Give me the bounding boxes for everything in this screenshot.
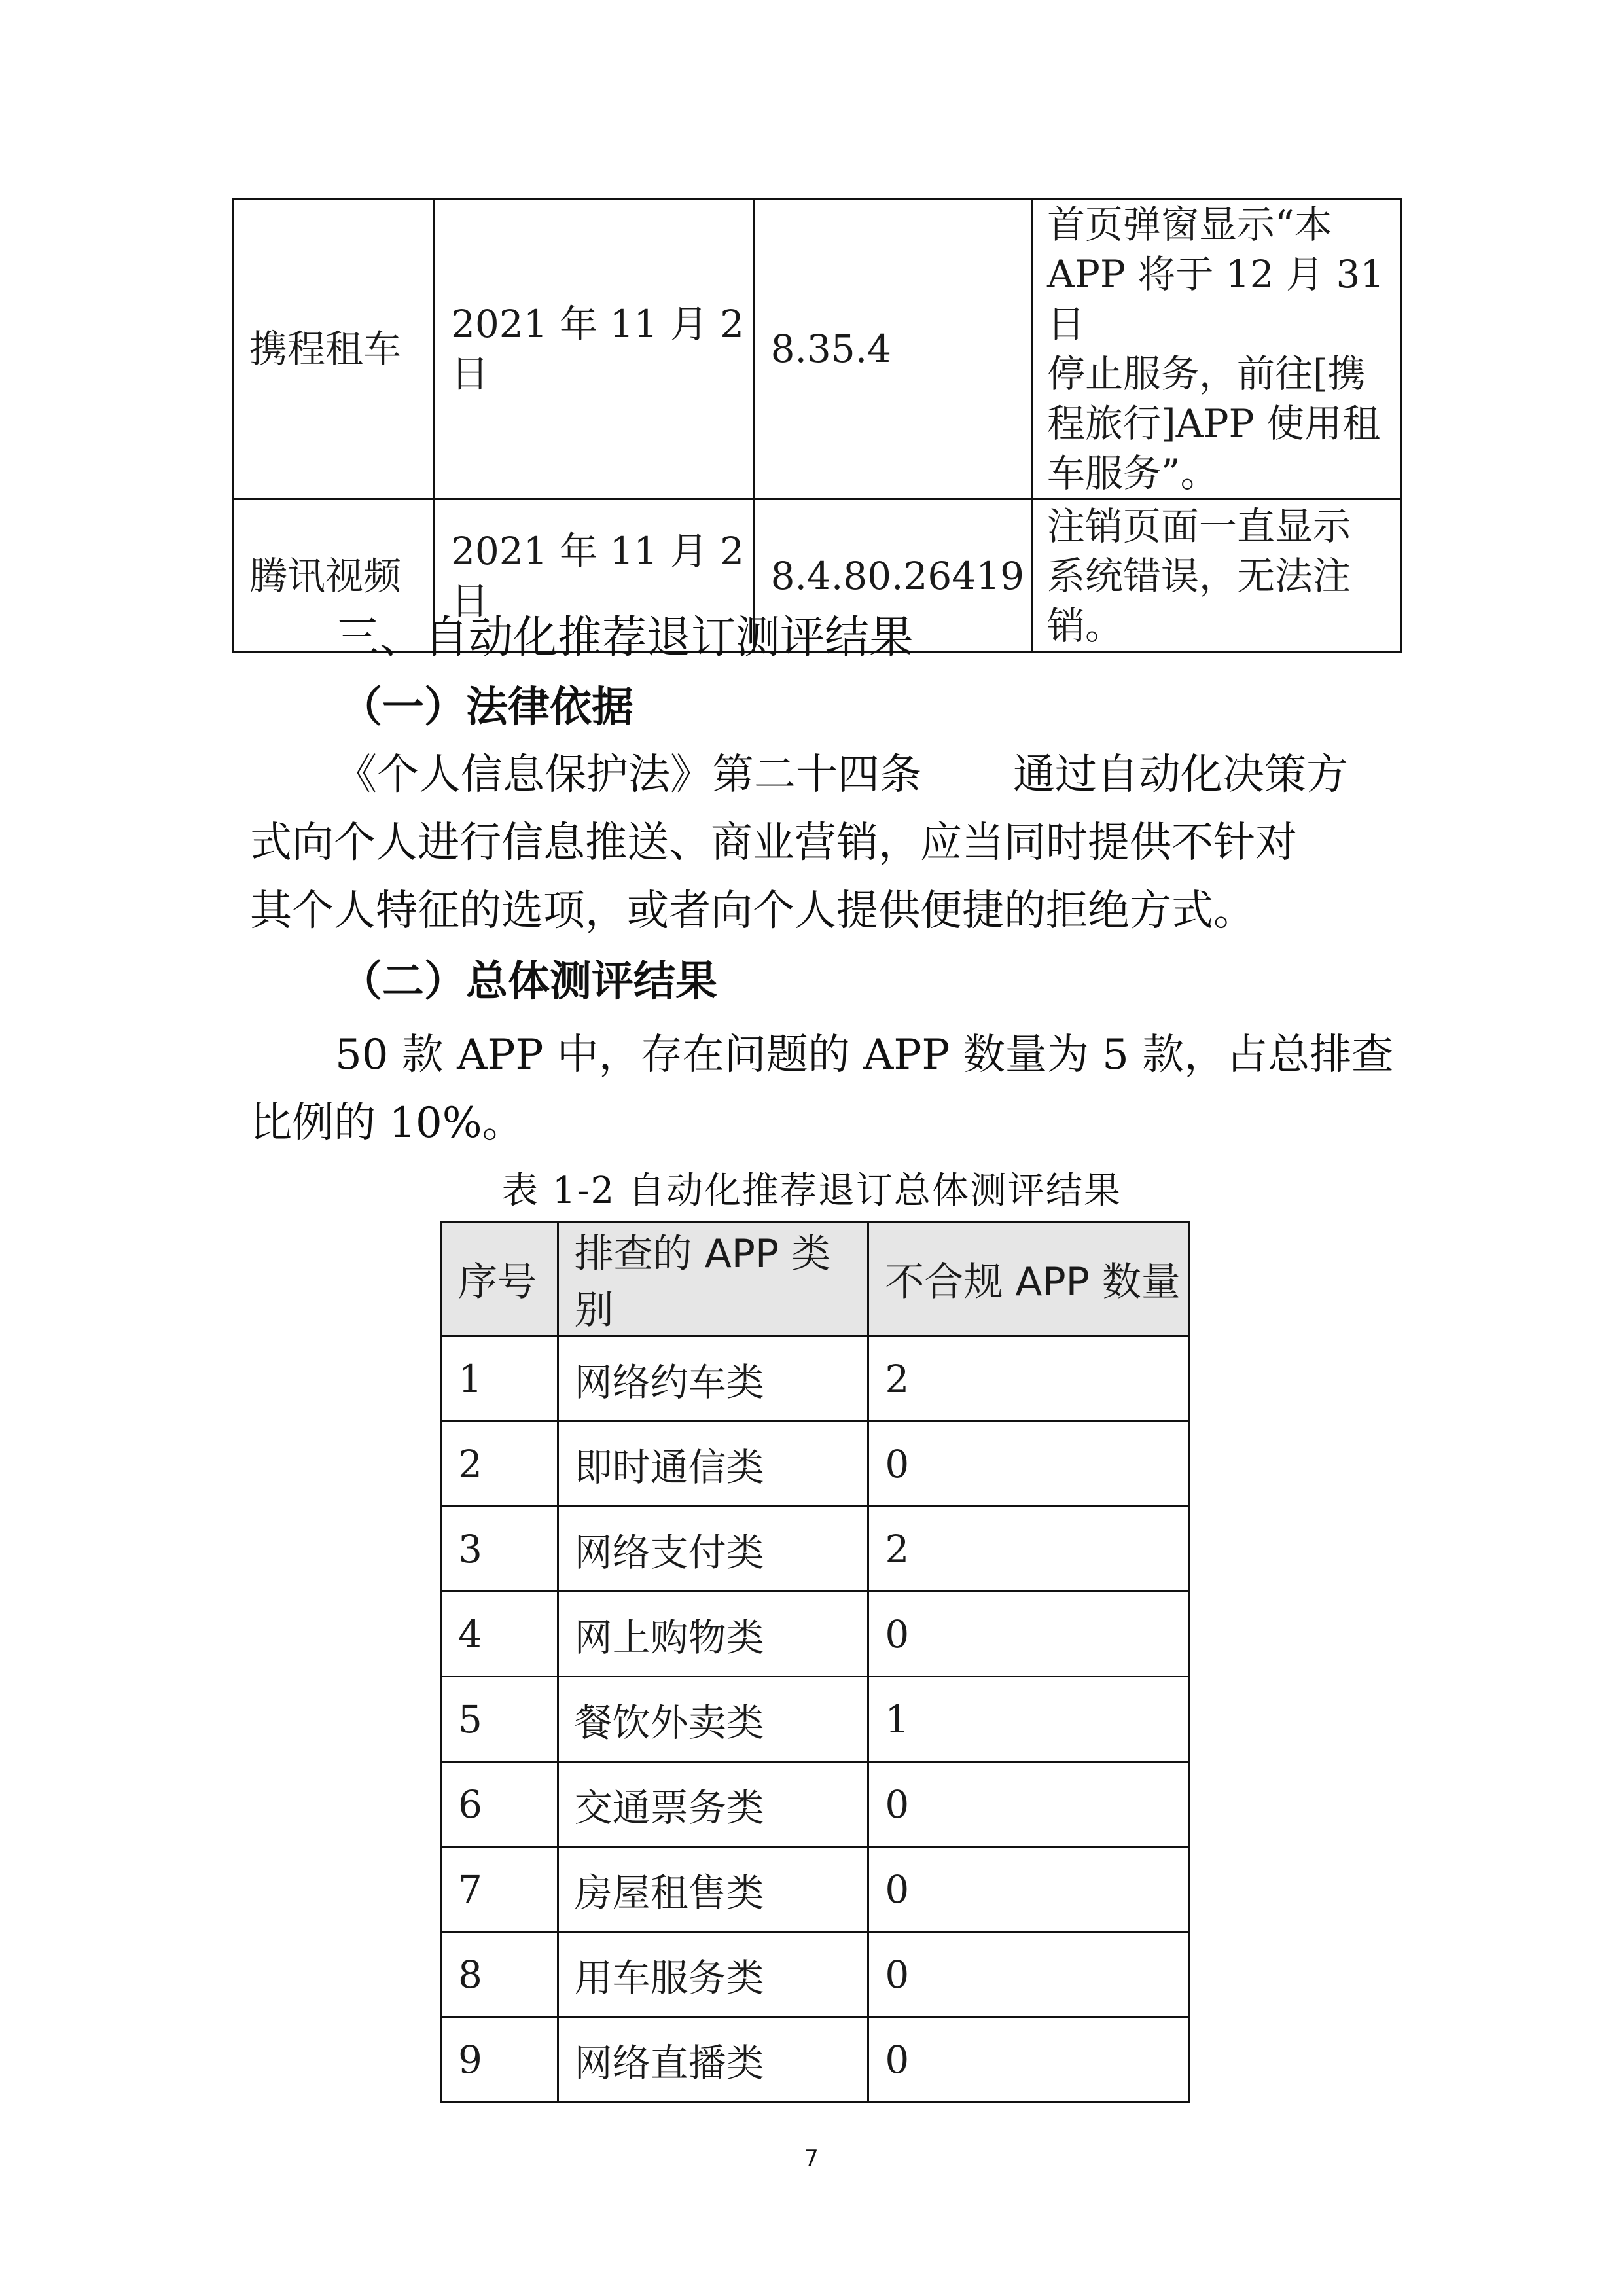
app-name-cell: 腾讯视频 bbox=[233, 499, 435, 653]
legal-basis-paragraph-line bbox=[335, 741, 1348, 809]
category-cell: 餐饮外卖类 bbox=[558, 1677, 868, 1762]
index-cell: 9 bbox=[442, 2017, 558, 2102]
count-cell: 2 bbox=[868, 1507, 1190, 1592]
index-cell: 7 bbox=[442, 1847, 558, 1932]
table-header-row bbox=[442, 1222, 1190, 1336]
index-cell: 4 bbox=[442, 1592, 558, 1677]
law-text: 通过自动化决策方 bbox=[1013, 751, 1348, 799]
count-cell: 0 bbox=[868, 1932, 1190, 2017]
category-cell: 即时通信类 bbox=[558, 1422, 868, 1507]
count-cell: 0 bbox=[868, 2017, 1190, 2102]
table-row bbox=[442, 1422, 1190, 1507]
subsection-heading-legal-basis: （一）法律依据 bbox=[340, 683, 633, 732]
index-cell: 3 bbox=[442, 1507, 558, 1592]
count-cell: 1 bbox=[868, 1677, 1190, 1762]
table-row bbox=[442, 1336, 1190, 1422]
overall-results-paragraph-line: 50 款 APP 中，存在问题的 APP 数量为 5 款，占总排查 bbox=[335, 1031, 1394, 1079]
note-line: 首页弹窗显示“本 bbox=[1047, 202, 1332, 247]
table-caption: 表 1-2 自动化推荐退订总体测评结果 bbox=[501, 1170, 1122, 1212]
issue-note-cell bbox=[1032, 199, 1401, 499]
table-row bbox=[442, 1507, 1190, 1592]
automated-recommendation-results-table bbox=[440, 1221, 1190, 2103]
version-cell: 8.35.4 bbox=[754, 199, 1031, 499]
version-cell: 8.4.80.26419 bbox=[754, 499, 1031, 653]
table-row bbox=[442, 2017, 1190, 2102]
index-cell: 2 bbox=[442, 1422, 558, 1507]
note-line: 停止服务，前往[携 bbox=[1047, 351, 1366, 396]
page-number: 7 bbox=[804, 2145, 819, 2172]
subsection-heading-overall-results: （二）总体测评结果 bbox=[340, 957, 717, 1006]
legal-basis-paragraph-line: 式向个人进行信息推送、商业营销，应当同时提供不针对 bbox=[250, 819, 1297, 867]
table-row bbox=[442, 1592, 1190, 1677]
count-cell: 0 bbox=[868, 1422, 1190, 1507]
table-row bbox=[442, 1932, 1190, 2017]
note-line: 程旅行]APP 使用租 bbox=[1047, 401, 1381, 446]
section-heading: 三、自动化推荐退订测评结果 bbox=[335, 612, 914, 664]
index-cell: 5 bbox=[442, 1677, 558, 1762]
index-cell: 1 bbox=[442, 1336, 558, 1422]
table-row bbox=[233, 199, 1401, 499]
count-cell: 0 bbox=[868, 1762, 1190, 1847]
note-line: 注销页面一直显示 bbox=[1047, 503, 1351, 548]
note-line: 车服务”。 bbox=[1047, 451, 1219, 495]
column-header-category: 排查的 APP 类别 bbox=[558, 1222, 868, 1336]
category-cell: 网络直播类 bbox=[558, 2017, 868, 2102]
category-cell: 用车服务类 bbox=[558, 1932, 868, 2017]
overall-results-paragraph-line: 比例的 10%。 bbox=[250, 1099, 524, 1147]
table-row bbox=[442, 1847, 1190, 1932]
test-date-cell: 2021 年 11 月 2 日 bbox=[435, 499, 755, 653]
legal-basis-paragraph-line: 其个人特征的选项，或者向个人提供便捷的拒绝方式。 bbox=[250, 887, 1255, 935]
law-reference: 《个人信息保护法》第二十四条 bbox=[335, 751, 921, 799]
app-issue-table-continued bbox=[232, 198, 1402, 653]
issue-note-cell bbox=[1032, 499, 1401, 653]
index-cell: 6 bbox=[442, 1762, 558, 1847]
category-cell: 交通票务类 bbox=[558, 1762, 868, 1847]
category-cell: 网络支付类 bbox=[558, 1507, 868, 1592]
count-cell: 2 bbox=[868, 1336, 1190, 1422]
table-row bbox=[442, 1762, 1190, 1847]
note-line: 销。 bbox=[1047, 603, 1124, 648]
count-cell: 0 bbox=[868, 1592, 1190, 1677]
test-date-cell: 2021 年 11 月 2 日 bbox=[435, 199, 755, 499]
column-header-noncompliant-count: 不合规 APP 数量 bbox=[868, 1222, 1190, 1336]
count-cell: 0 bbox=[868, 1847, 1190, 1932]
category-cell: 房屋租售类 bbox=[558, 1847, 868, 1932]
index-cell: 8 bbox=[442, 1932, 558, 2017]
column-header-index: 序号 bbox=[442, 1222, 558, 1336]
category-cell: 网络约车类 bbox=[558, 1336, 868, 1422]
category-cell: 网上购物类 bbox=[558, 1592, 868, 1677]
note-line: APP 将于 12 月 31 日 bbox=[1047, 252, 1385, 346]
app-name-cell: 携程租车 bbox=[233, 199, 435, 499]
note-line: 系统错误，无法注 bbox=[1047, 553, 1351, 598]
table-row bbox=[442, 1677, 1190, 1762]
